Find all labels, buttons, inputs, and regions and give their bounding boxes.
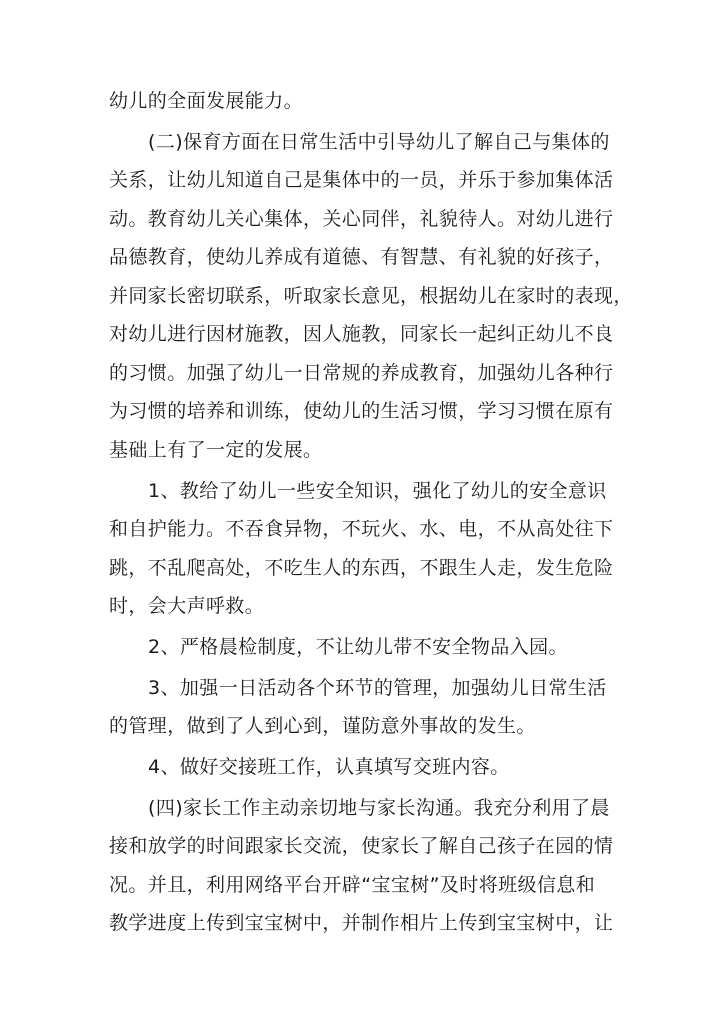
text-line: 1、教给了幼儿一些安全知识，强化了幼儿的安全意识 [148, 480, 607, 502]
text-line: 时，会大声呼救。 [109, 595, 265, 617]
text-line: 幼儿的全面发展能力。 [109, 90, 304, 112]
text-line: 和自护能力。不吞食异物，不玩火、水、电，不从高处往下 [109, 518, 614, 540]
text-line: 基础上有了一定的发展。 [109, 439, 323, 461]
text-line: 并同家长密切联系，听取家长意见，根据幼儿在家时的表现， [109, 285, 633, 307]
text-line: 况。并且，利用网络平台开辟“宝宝树”及时将班级信息和 [109, 874, 596, 896]
text-line: 的习惯。加强了幼儿一日常规的养成教育，加强幼儿各种行 [109, 362, 614, 384]
text-line: 为习惯的培养和训练，使幼儿的生活习惯，学习习惯在原有 [109, 400, 614, 422]
text-line: 2、严格晨检制度，不让幼儿带不安全物品入园。 [148, 636, 568, 658]
text-line: (四)家长工作主动亲切地与家长沟通。我充分利用了晨 [148, 797, 610, 819]
text-line: 4、做好交接班工作，认真填写交班内容。 [148, 756, 510, 778]
text-line: 对幼儿进行因材施教，因人施教，同家长一起纠正幼儿不良 [109, 323, 614, 345]
text-line: (二)保育方面在日常生活中引导幼儿了解自己与集体的 [148, 131, 610, 153]
text-line: 跳，不乱爬高处，不吃生人的东西，不跟生人走，发生危险 [109, 557, 614, 579]
text-line: 关系，让幼儿知道自己是集体中的一员，并乐于参加集体活 [109, 169, 614, 191]
text-line: 动。教育幼儿关心集体，关心同伴，礼貌待人。对幼儿进行 [109, 208, 614, 230]
text-line: 接和放学的时间跟家长交流，使家长了解自己孩子在园的情 [109, 835, 614, 857]
text-line: 品德教育，使幼儿养成有道德、有智慧、有礼貌的好孩子， [109, 246, 614, 268]
text-line: 教学进度上传到宝宝树中，并制作相片上传到宝宝树中，让 [109, 912, 614, 934]
text-line: 3、加强一日活动各个环节的管理，加强幼儿日常生活 [148, 677, 607, 699]
text-line: 的管理，做到了人到心到，谨防意外事故的发生。 [109, 715, 536, 737]
